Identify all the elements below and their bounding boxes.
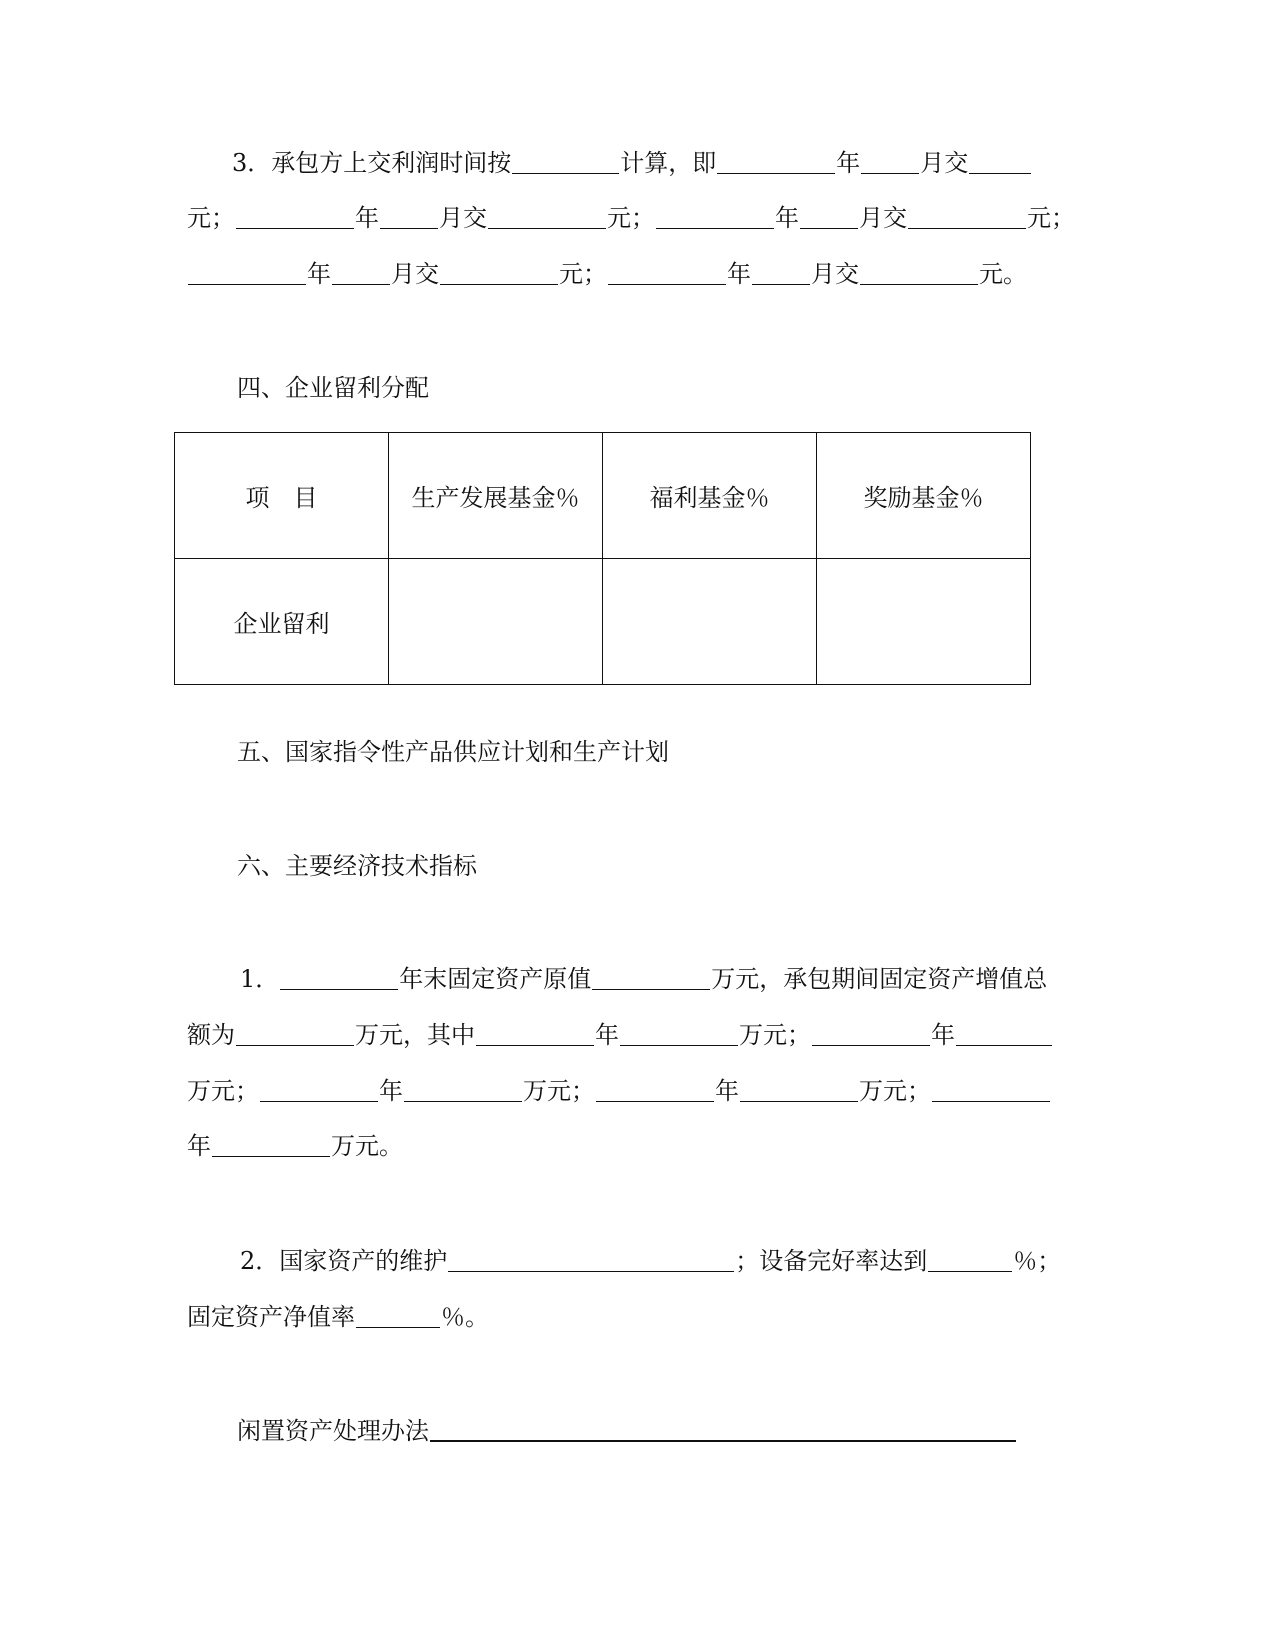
item-text: 承包方上交利润时间按 [271, 149, 512, 177]
blank-field[interactable] [404, 1077, 522, 1102]
fixed-assets-line-4 [187, 1126, 403, 1166]
month-pay-label: 月交 [811, 260, 859, 288]
yuan-label: 元。 [979, 260, 1027, 288]
item-text: 国家资产的维护 [279, 1247, 448, 1275]
year-label: 年 [775, 204, 799, 232]
item-number: 3． [232, 149, 272, 177]
year-label: 年 [355, 204, 379, 232]
blank-field[interactable] [596, 1077, 714, 1102]
blank-field[interactable] [928, 1247, 1012, 1272]
blank-field[interactable] [592, 965, 710, 990]
idle-assets-line [237, 1411, 1017, 1451]
blank-field[interactable] [236, 1021, 354, 1046]
profit-schedule-line-2 [187, 198, 1075, 238]
table-row-label: 企业留利 [175, 559, 389, 685]
table-cell-input[interactable] [603, 559, 817, 685]
blank-field[interactable] [656, 204, 774, 229]
yuan-label: 元； [187, 204, 235, 232]
profit-schedule-line-1 [232, 143, 1032, 183]
blank-field[interactable] [488, 204, 606, 229]
section-heading-5: 五、国家指令性产品供应计划和生产计划 [237, 738, 669, 766]
yuan-label: 元； [1027, 204, 1075, 232]
table-header-cell: 项 目 [175, 433, 389, 559]
blank-field[interactable] [512, 149, 619, 174]
table-cell-input[interactable] [817, 559, 1031, 685]
item-text: ；设备完好率达到 [735, 1247, 928, 1275]
section-heading-6: 六、主要经济技术指标 [237, 852, 477, 880]
yuan-label: 元； [607, 204, 655, 232]
blank-field[interactable] [800, 204, 858, 229]
item-text: 额为 [187, 1021, 235, 1049]
month-pay-label: 月交 [439, 204, 487, 232]
table-header-cell: 福利基金％ [603, 433, 817, 559]
blank-field[interactable] [608, 260, 726, 285]
retained-profit-table [174, 432, 1031, 685]
blank-field[interactable] [860, 260, 978, 285]
blank-field[interactable] [380, 204, 438, 229]
wanyuan-label: 万元。 [331, 1132, 403, 1160]
item-text: 年末固定资产原值 [399, 965, 592, 993]
wanyuan-label: 万元； [859, 1077, 931, 1105]
table-header-row [175, 433, 1031, 559]
month-pay-label: 月交 [859, 204, 907, 232]
blank-field[interactable] [188, 260, 306, 285]
blank-field[interactable] [440, 260, 558, 285]
table-header-cell: 奖励基金％ [817, 433, 1031, 559]
year-label: 年 [187, 1132, 211, 1160]
blank-field[interactable] [476, 1021, 594, 1046]
table-header-cell: 生产发展基金％ [389, 433, 603, 559]
item-number: 1． [240, 965, 280, 993]
wanyuan-label: 万元； [739, 1021, 811, 1049]
item-text: 万元，其中 [355, 1021, 475, 1049]
year-label: 年 [307, 260, 331, 288]
month-pay-label: 月交 [920, 149, 969, 177]
blank-field[interactable] [280, 965, 398, 990]
year-label: 年 [379, 1077, 403, 1105]
year-label: 年 [595, 1021, 619, 1049]
item-text: 万元，承包期间固定资产增值总 [711, 965, 1048, 993]
blank-field[interactable] [861, 149, 919, 174]
month-pay-label: 月交 [391, 260, 439, 288]
section-heading-4: 四、企业留利分配 [237, 374, 429, 402]
blank-field[interactable] [332, 260, 390, 285]
blank-field[interactable] [356, 1303, 440, 1328]
blank-field[interactable] [620, 1021, 738, 1046]
fixed-assets-line-1 [240, 959, 1047, 999]
wanyuan-label: 万元； [523, 1077, 595, 1105]
blank-field[interactable] [717, 149, 835, 174]
blank-field[interactable] [956, 1021, 1052, 1046]
year-label: 年 [931, 1021, 955, 1049]
percent-label: ％； [1013, 1247, 1062, 1275]
item-text: 闲置资产处理办法 [237, 1417, 429, 1445]
wanyuan-label: 万元； [187, 1077, 259, 1105]
year-label: 年 [836, 149, 861, 177]
year-label: 年 [727, 260, 751, 288]
blank-field[interactable] [212, 1132, 330, 1157]
asset-maintenance-line-2 [187, 1297, 489, 1337]
asset-maintenance-line-1 [240, 1241, 1061, 1281]
blank-field[interactable] [430, 1416, 1016, 1442]
blank-field[interactable] [908, 204, 1026, 229]
percent-label: ％。 [441, 1303, 489, 1331]
item-text: 固定资产净值率 [187, 1303, 355, 1331]
table-cell-input[interactable] [389, 559, 603, 685]
fixed-assets-line-2 [187, 1015, 1053, 1055]
blank-field[interactable] [740, 1077, 858, 1102]
year-label: 年 [715, 1077, 739, 1105]
blank-field[interactable] [969, 149, 1031, 174]
fixed-assets-line-3 [187, 1071, 1051, 1111]
blank-field[interactable] [752, 260, 810, 285]
item-text: 计算，即 [620, 149, 717, 177]
table-row [175, 559, 1031, 685]
item-number: 2． [240, 1247, 280, 1275]
blank-field[interactable] [236, 204, 354, 229]
blank-field[interactable] [260, 1077, 378, 1102]
yuan-label: 元； [559, 260, 607, 288]
blank-field[interactable] [932, 1077, 1050, 1102]
blank-field[interactable] [448, 1247, 734, 1272]
blank-field[interactable] [812, 1021, 930, 1046]
profit-schedule-line-3 [187, 254, 1027, 294]
